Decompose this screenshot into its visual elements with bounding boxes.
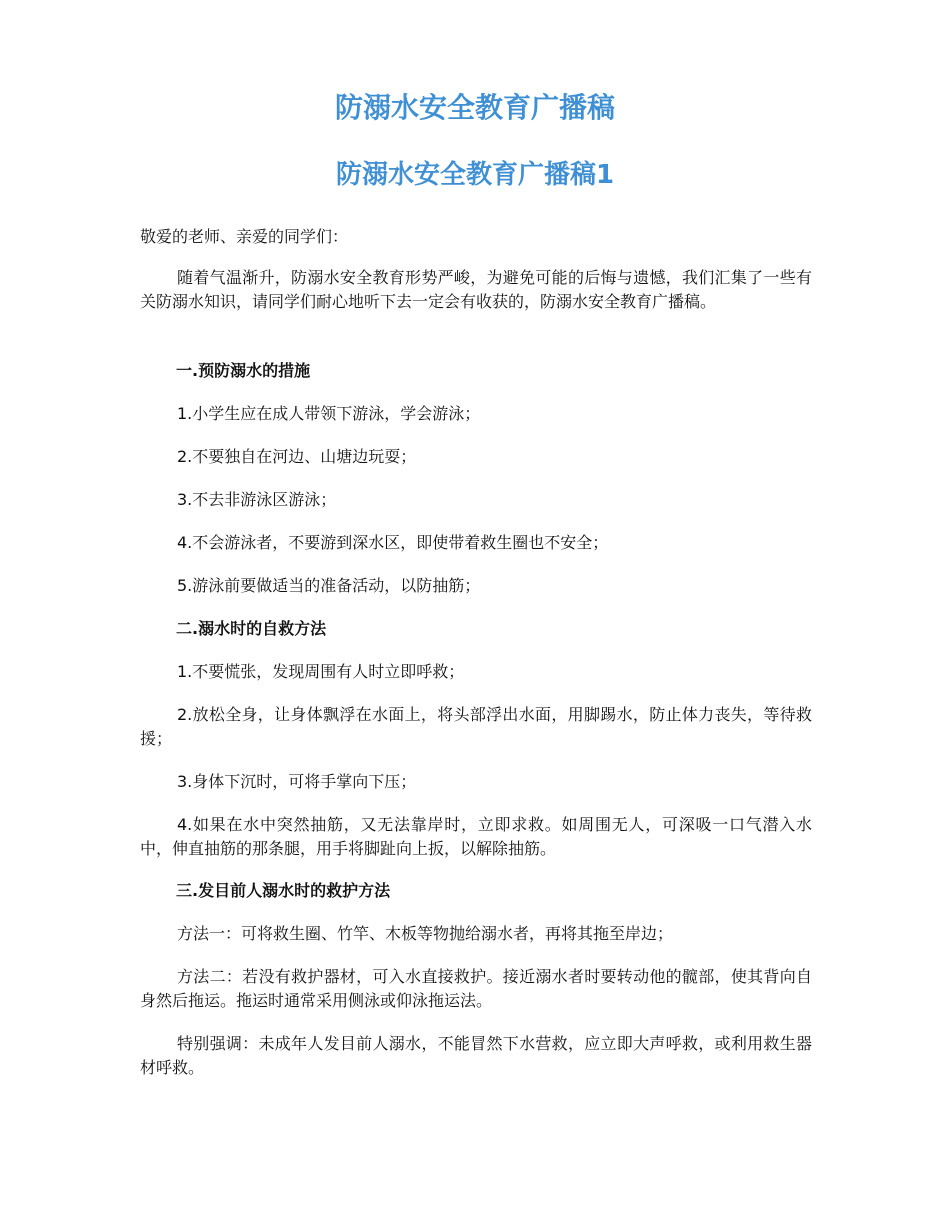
section-heading-rescue-others: 三.发目前人溺水时的救护方法 xyxy=(176,881,391,900)
list-item: 2.不要独自在河边、山塘边玩耍； xyxy=(177,447,417,466)
intro-paragraph: 随着气温渐升，防溺水安全教育形势严峻，为避免可能的后悔与遗憾，我们汇集了一些有关防溺水知识，请同学们耐心地听下去一定会有收获的，防溺水安全教育广播稿。 xyxy=(140,268,812,311)
list-item: 3.不去非游泳区游泳； xyxy=(177,490,337,509)
section-heading-self-rescue: 二.溺水时的自救方法 xyxy=(176,619,327,638)
list-item: 特别强调：未成年人发目前人溺水，不能冒然下水营救，应立即大声呼救，或利用救生器材呼救。 xyxy=(140,1034,812,1077)
document-title: 防溺水安全教育广播稿 xyxy=(334,91,615,124)
list-item: 1.小学生应在成人带领下游泳，学会游泳； xyxy=(177,404,481,423)
list-item: 1.不要慌张，发现周围有人时立即呼救； xyxy=(177,662,465,681)
list-item: 3.身体下沉时，可将手掌向下压； xyxy=(177,772,417,791)
list-item: 方法一：可将救生圈、竹竿、木板等物抛给溺水者，再将其拖至岸边； xyxy=(177,924,674,943)
document-subtitle: 防溺水安全教育广播稿1 xyxy=(335,160,615,190)
list-item: 5.游泳前要做适当的准备活动，以防抽筋； xyxy=(177,576,481,595)
list-item: 2.放松全身，让身体飘浮在水面上，将头部浮出水面，用脚踢水，防止体力丧失，等待救援； xyxy=(140,705,812,748)
greeting: 敬爱的老师、亲爱的同学们： xyxy=(140,227,349,246)
list-item: 4.不会游泳者，不要游到深水区，即使带着救生圈也不安全； xyxy=(177,533,609,552)
section-heading-prevention: 一.预防溺水的措施 xyxy=(176,361,311,380)
list-item: 4.如果在水中突然抽筋，又无法靠岸时，立即求救。如周围无人，可深吸一口气潜入水中，伸直抽筋的那条腿，用手将脚趾向上扳，以解除抽筋。 xyxy=(140,815,812,858)
list-item: 方法二：若没有救护器材，可入水直接救护。接近溺水者时要转动他的髋部，使其背向自身然后拖运。拖运时通常采用侧泳或仰泳拖运法。 xyxy=(140,967,812,1010)
